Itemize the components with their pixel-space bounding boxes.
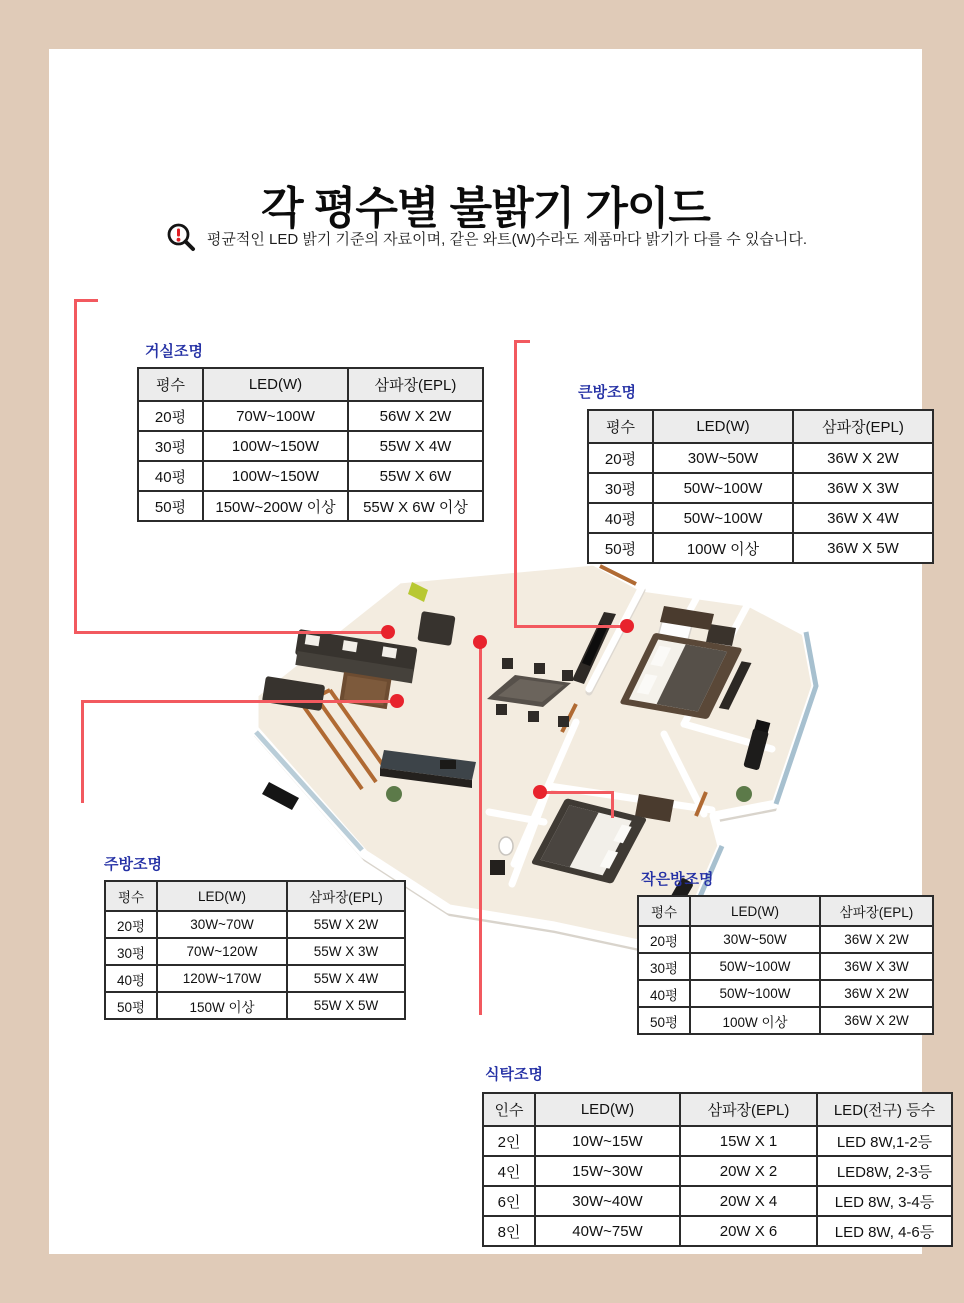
table-cell: 50평 xyxy=(588,533,653,563)
table-cell: 55W X 4W xyxy=(287,965,405,992)
living-lighting-table xyxy=(137,367,484,522)
table-cell: 20W X 4 xyxy=(680,1186,817,1216)
small-room-lighting-table xyxy=(637,895,934,1035)
table-row xyxy=(105,911,405,938)
table-cell: 40평 xyxy=(588,503,653,533)
living-connector-horizontal xyxy=(74,631,388,634)
table-cell: 55W X 6W 이상 xyxy=(348,491,483,521)
column-header: LED(W) xyxy=(535,1093,680,1126)
table-cell: LED 8W,1-2등 xyxy=(817,1126,952,1156)
column-header: 평수 xyxy=(638,896,690,926)
table-cell: 15W~30W xyxy=(535,1156,680,1186)
table-cell: 6인 xyxy=(483,1186,535,1216)
table-row xyxy=(638,926,933,953)
table-cell: 55W X 4W xyxy=(348,431,483,461)
big-room-connector-vertical xyxy=(514,340,517,627)
table-cell: 50W~100W xyxy=(690,953,820,980)
table-cell: 20W X 6 xyxy=(680,1216,817,1246)
notice-text: 평균적인 LED 밝기 기준의 자료이며, 같은 와트(W)수라도 제품마다 밝기가 다를 수 있습니다. xyxy=(206,230,808,248)
table-cell: 36W X 3W xyxy=(793,473,933,503)
table-cell: 150W~200W 이상 xyxy=(203,491,348,521)
table-cell: 100W 이상 xyxy=(690,1007,820,1034)
dining-table-label: 식탁조명 xyxy=(485,1066,543,1083)
content-card xyxy=(49,49,936,1254)
table-row xyxy=(588,443,933,473)
table-cell: 50평 xyxy=(105,992,157,1019)
table-cell: 40평 xyxy=(138,461,203,491)
big-room-connector-horizontal xyxy=(514,625,627,628)
table-cell: LED 8W, 3-4등 xyxy=(817,1186,952,1216)
column-header: LED(W) xyxy=(157,881,287,911)
dining-lighting-table xyxy=(482,1092,953,1247)
page-title: 각 평수별 불밝기 가이드 xyxy=(261,184,710,234)
living-table-label: 거실조명 xyxy=(145,343,203,360)
living-connector-vertical xyxy=(74,299,77,633)
table-cell: 36W X 2W xyxy=(820,1007,933,1034)
table-cell: 20W X 2 xyxy=(680,1156,817,1186)
table-cell: 36W X 4W xyxy=(793,503,933,533)
table-cell: 36W X 2W xyxy=(820,926,933,953)
table-cell: 50W~100W xyxy=(690,980,820,1007)
table-row xyxy=(483,1126,952,1156)
table-header-row xyxy=(105,881,405,911)
table-cell: 40평 xyxy=(638,980,690,1007)
notice xyxy=(49,221,922,255)
column-header: 인수 xyxy=(483,1093,535,1126)
table-row xyxy=(638,953,933,980)
small-room-connector-vertical xyxy=(611,791,614,818)
kitchen-connector-horizontal xyxy=(81,700,397,703)
table-cell: 30평 xyxy=(588,473,653,503)
table-cell: 120W~170W xyxy=(157,965,287,992)
table-row xyxy=(483,1156,952,1186)
table-header-row xyxy=(483,1093,952,1126)
table-row xyxy=(588,473,933,503)
table-row xyxy=(483,1186,952,1216)
table-cell: 40평 xyxy=(105,965,157,992)
column-header: LED(전구) 등수 xyxy=(817,1093,952,1126)
column-header: 삼파장(EPL) xyxy=(287,881,405,911)
kitchen-table-label: 주방조명 xyxy=(104,856,162,873)
column-header: LED(W) xyxy=(653,410,793,443)
table-cell: 40W~75W xyxy=(535,1216,680,1246)
table-cell: LED8W, 2-3등 xyxy=(817,1156,952,1186)
table-header-row xyxy=(588,410,933,443)
table-cell: 10W~15W xyxy=(535,1126,680,1156)
table-cell: 70W~100W xyxy=(203,401,348,431)
table-cell: 100W~150W xyxy=(203,461,348,491)
table-header-row xyxy=(638,896,933,926)
table-cell: 2인 xyxy=(483,1126,535,1156)
column-header: 삼파장(EPL) xyxy=(820,896,933,926)
big-room-lighting-table xyxy=(587,409,934,564)
table-row xyxy=(138,461,483,491)
table-cell: 150W 이상 xyxy=(157,992,287,1019)
dining-dot xyxy=(473,635,487,649)
balcony-bench xyxy=(262,782,299,810)
table-cell: 30W~40W xyxy=(535,1186,680,1216)
table-cell: 50W~100W xyxy=(653,503,793,533)
table-cell: 20평 xyxy=(138,401,203,431)
dining-connector-vertical xyxy=(479,642,482,1015)
column-header: LED(W) xyxy=(203,368,348,401)
column-header: 평수 xyxy=(138,368,203,401)
small-room-table-label: 작은방조명 xyxy=(641,871,714,888)
column-header: 삼파장(EPL) xyxy=(348,368,483,401)
table-cell: 55W X 3W xyxy=(287,938,405,965)
table-cell: 50W~100W xyxy=(653,473,793,503)
table-cell: 100W~150W xyxy=(203,431,348,461)
living-room-dot xyxy=(381,625,395,639)
kitchen-lighting-table xyxy=(104,880,406,1020)
table-cell: 50평 xyxy=(138,491,203,521)
table-cell: 36W X 2W xyxy=(793,443,933,473)
table-row xyxy=(138,401,483,431)
table-row xyxy=(483,1216,952,1246)
table-row xyxy=(138,491,483,521)
table-cell: 30W~50W xyxy=(653,443,793,473)
small-room-connector-horizontal xyxy=(540,791,613,794)
table-cell: 36W X 2W xyxy=(820,980,933,1007)
table-row xyxy=(638,1007,933,1034)
table-cell: 4인 xyxy=(483,1156,535,1186)
table-cell: 30W~70W xyxy=(157,911,287,938)
table-cell: 100W 이상 xyxy=(653,533,793,563)
table-cell: 55W X 2W xyxy=(287,911,405,938)
table-cell: 15W X 1 xyxy=(680,1126,817,1156)
big-room-dot xyxy=(620,619,634,633)
table-cell: 30평 xyxy=(105,938,157,965)
table-cell: 30평 xyxy=(138,431,203,461)
table-cell: 20평 xyxy=(588,443,653,473)
table-row xyxy=(105,965,405,992)
table-cell: 20평 xyxy=(638,926,690,953)
table-cell: 8인 xyxy=(483,1216,535,1246)
table-cell: 30W~50W xyxy=(690,926,820,953)
table-cell: 20평 xyxy=(105,911,157,938)
table-cell: 70W~120W xyxy=(157,938,287,965)
table-row xyxy=(588,533,933,563)
table-row xyxy=(105,938,405,965)
kitchen-dot xyxy=(390,694,404,708)
table-cell: 30평 xyxy=(638,953,690,980)
kitchen-connector-vertical xyxy=(81,700,84,803)
living-room-armchair xyxy=(417,611,455,646)
table-row xyxy=(105,992,405,1019)
table-cell: 55W X 6W xyxy=(348,461,483,491)
column-header: 평수 xyxy=(588,410,653,443)
column-header: 삼파장(EPL) xyxy=(680,1093,817,1126)
table-cell: 55W X 5W xyxy=(287,992,405,1019)
column-header: 삼파장(EPL) xyxy=(793,410,933,443)
table-cell: 36W X 3W xyxy=(820,953,933,980)
table-header-row xyxy=(138,368,483,401)
table-row xyxy=(138,431,483,461)
table-cell: 50평 xyxy=(638,1007,690,1034)
small-room-dot xyxy=(533,785,547,799)
table-cell: 56W X 2W xyxy=(348,401,483,431)
table-cell: 36W X 5W xyxy=(793,533,933,563)
living-connector-stub xyxy=(74,299,98,302)
column-header: 평수 xyxy=(105,881,157,911)
big-room-table-label: 큰방조명 xyxy=(578,384,636,401)
magnifier-exclamation-icon xyxy=(164,221,198,255)
table-row xyxy=(588,503,933,533)
table-cell: LED 8W, 4-6등 xyxy=(817,1216,952,1246)
column-header: LED(W) xyxy=(690,896,820,926)
table-row xyxy=(638,980,933,1007)
